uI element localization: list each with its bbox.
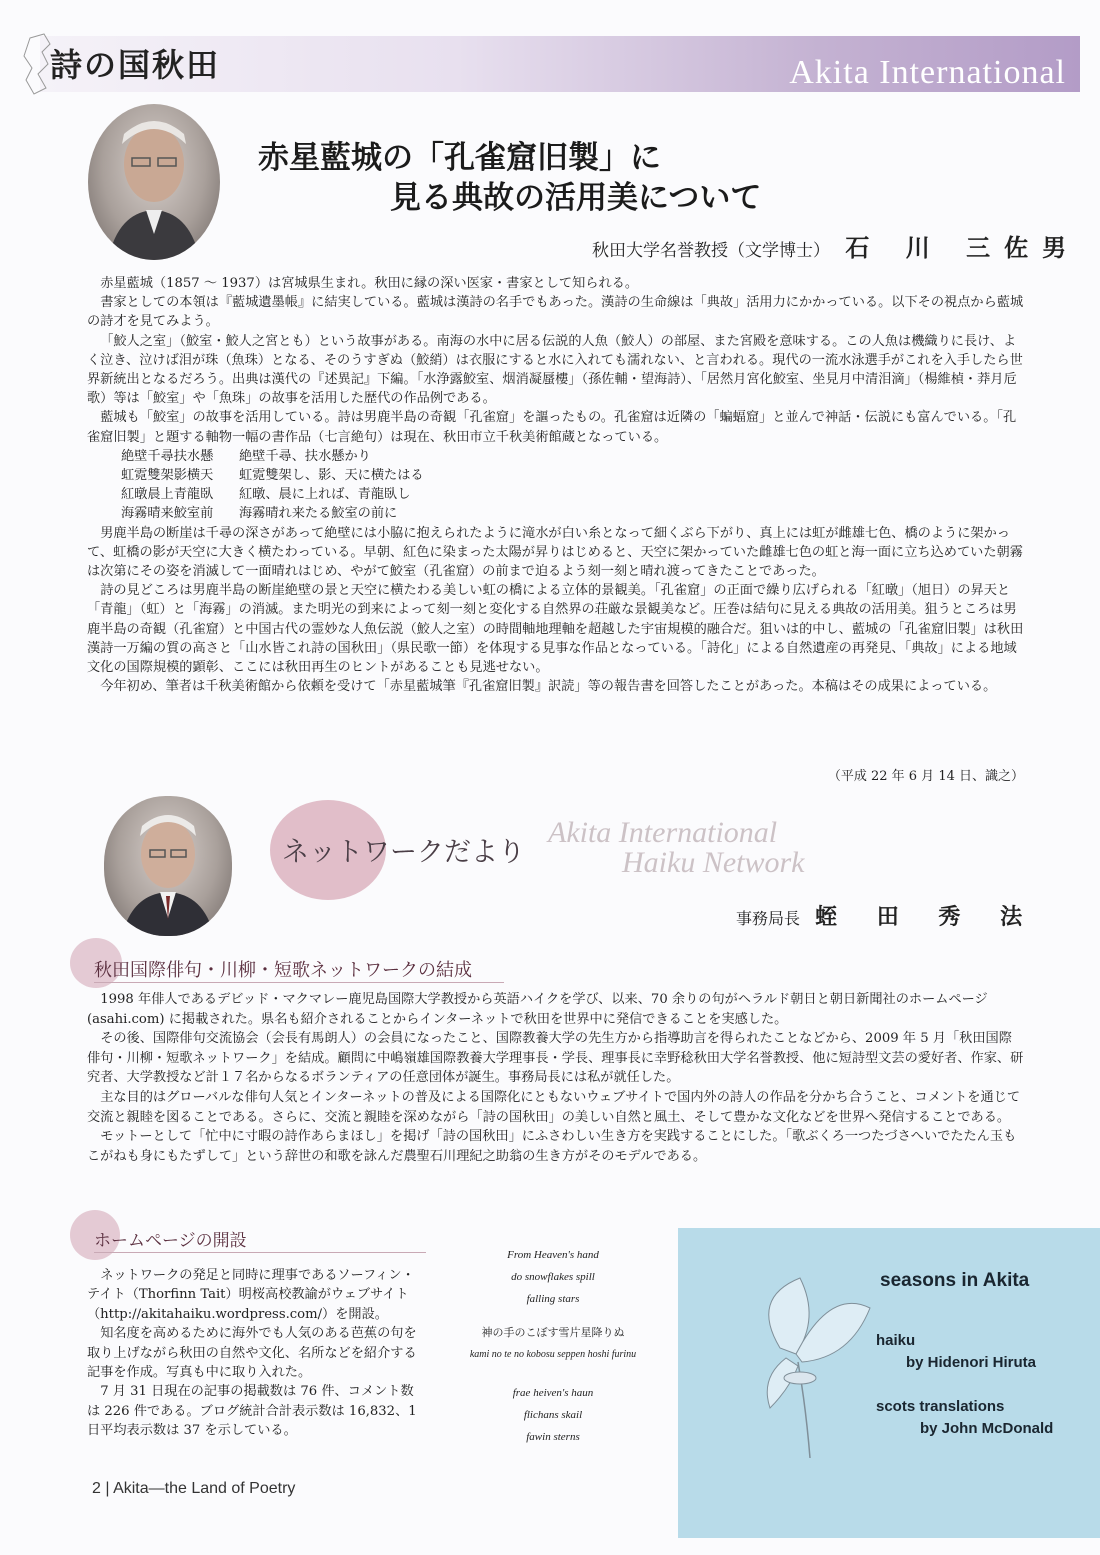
poem-reading: 紅暾、晨に上れば、青龍臥し (239, 487, 411, 503)
author1-name: 石 川 三佐男 (845, 234, 1081, 262)
article1-byline (592, 228, 1080, 263)
flower-icon (740, 1258, 890, 1508)
haiku-scots-line: fawin sterns (526, 1431, 580, 1443)
paragraph: 赤星藍城（1857 ～ 1937）は宮城県生まれ。秋田に縁の深い医家・書家として知られる。 (100, 276, 639, 291)
magazine-logo: 詩の国秋田 (50, 46, 221, 84)
author1-photo (88, 104, 220, 260)
author2-photo (104, 796, 232, 936)
poem-original: 海霧晴来鮫室前 (121, 506, 214, 522)
paragraph: 男鹿半島の断崖は千尋の深さがあって絶壁には小脇に抱えられたように滝水が白い糸となって細くぶら下がり、真上には虹が雌雄七色、橋のように架かって、虹橋の影が天空に大きく横たわっている。早朝、紅色に染まった太陽が昇りはじめると、天空に架かっていた雌雄七色の虹と海一面に立ち込めていた朝霧は次第にその姿を消滅して一面晴れはじめ、やがて鮫室（孔雀窟）の前まで迫るよう刻一刻と晴れ渡ってきたことであった。 (87, 525, 1023, 580)
poem-reading: 虹霓雙架し、影、天に横たはる (239, 468, 424, 484)
article1-title (258, 138, 761, 218)
poem-original: 絶壁千尋扶水懸 (121, 448, 214, 464)
paragraph: 7 月 31 日現在の記事の掲載数は 76 件、コメント数は 226 件である。ブログ統計合計表示数は 16,832、1 日平均表示数は 37 を示している。 (87, 1384, 417, 1439)
portrait-icon (88, 104, 220, 260)
book-translator: by John McDonald (920, 1420, 1054, 1437)
haiku-en-line: From Heaven's hand (507, 1249, 599, 1261)
author1-role: 秋田大学名誉教授（文学博士） (592, 241, 830, 261)
paragraph: モットーとして「忙中に寸暇の詩作あらまほし」を掲げ「詩の国秋田」にふさわしい生き方を実践することにした。「歌ぶくろ一つたづさへいでたたん玉もこがねも身にもたずして」という辞世の和歌を詠んだ農聖石川理紀之助翁の生き方がそのモデルである。 (87, 1129, 1017, 1164)
section-divider (94, 1252, 426, 1253)
paragraph: 今年初め、筆者は千秋美術館から依頼を受けて「赤星藍城筆『孔雀窟旧製』訳読」等の報告書を回答したことがあった。本稿はその成果によっている。 (100, 679, 997, 695)
paragraph: 「鮫人之室」（鮫室・鮫人之宮とも）という故事がある。南海の水中に居る伝説的人魚（鮫人）の部屋、また宮殿を意味する。この人魚は機織りに長け、よく泣き、泣けば泪が珠（魚珠）となる、そのうすぎぬ（鮫綃）は衣服にすると水に入れても濡れない、と言われる。現代の一流水泳選手がこれを入手したら世界新統出となるだろう。出典は漢代の『述異記』下編。「水浄露鮫室、烟消凝蜃樓」（孫佐輔・望海詩）、「居然月宮化鮫室、坐見月中清泪滴」（楊維楨・莽月卮歌）等は「鮫室」や「魚珠」の故事を活用した歴代の作品例である。 (87, 333, 1023, 407)
article1-body (87, 274, 1025, 696)
paragraph: 1998 年俳人であるデビッド・マクマレー鹿児島国際大学教授から英語ハイクを学び、以来、70 余りの句がヘラルド朝日と朝日新聞社のホームページ (asahi.com) に掲載された。県名も紹介されることからインターネットで秋田を世界中に発信できることを実感した。 (87, 992, 988, 1027)
haiku-scots-line: frae heiven's haun (512, 1387, 594, 1399)
article1-title-line2: 見る典故の活用美について (390, 180, 762, 216)
page-footer: 2 | Akita—the Land of Poetry (92, 1480, 296, 1497)
poem-line (121, 485, 1025, 504)
haiku-romaji: kami no te no kobosu seppen hoshi furinu (469, 1349, 637, 1360)
book-translation: scots translations (876, 1398, 1005, 1415)
section1-body (87, 990, 1025, 1166)
paragraph: 書家としての本領は『藍城遺墨帳』に結実している。藍城は漢詩の名手でもあった。漢詩の生命線は「典故」活用力にかかっている。以下その視点から藍城の詩才を見てみよう。 (87, 295, 1024, 330)
portrait-icon (104, 796, 232, 936)
paragraph: 藍城も「鮫室」の故事を活用している。詩は男鹿半島の奇観「孔雀窟」を謳ったもの。孔雀窟は近隣の「蝙蝠窟」と並んで神話・伝説にも富んでいる。「孔雀窟旧製」と題する軸物一幅の書作品（七言絶句）は現在、秋田市立千秋美術館蔵となっている。 (87, 410, 1017, 445)
poem-reading: 海霧晴れ来たる鮫室の前に (239, 506, 398, 522)
paragraph: その後、国際俳句交流協会（会長有馬朗人）の会員になったこと、国際教養大学の先生方から指導助言を得られたことなどから、2009 年 5 月「秋田国際俳句・川柳・短歌ネットワーク」を結成。顧問に中嶋嶺雄国際教養大学理事長・学長、理事長に幸野稔秋田大学名誉教授、他に短詩型文芸の愛好者、作家、研究者、大学教授など計１７名からなるボランティアの任意団体が誕生。事務局長には私が就任した。 (87, 1031, 1024, 1086)
haiku-en-line: falling stars (526, 1293, 580, 1305)
paragraph: 詩の見どころは男鹿半島の断崖絶壁の景と天空に横たわる美しい虹の橋による立体的景観美。「孔雀窟」の正面で繰り広げられる「紅暾」（旭日）の昇天と「青龍」（虹）と「海霧」の消滅。また明光の到来によって刻一刻と変化する自然界の荘厳な景観美など。圧巻は結句に見える典故の活用美。狙うところは男鹿半島の奇観（孔雀窟）と中国古代の霊妙な人魚伝説（鮫人之室）の時間軸地理軸を超越した宇宙規模的融合だ。狙いは的中し、藍城の「孔雀窟旧製」は秋田漢詩一万編の質の高さと「山水皆これ詩の国秋田」（県民歌一節）を体現する見事な作品となっている。「詩化」による自然遺産の再発見、「典故」による地域文化の国際規模的顕彰、ここには秋田再生のヒントがあることも見逃せない。 (87, 583, 1024, 676)
haiku-en-line: do snowflakes spill (511, 1271, 595, 1283)
paragraph: 知名度を高めるために海外でも人気のある芭蕉の句を取り上げながら秋田の自然や文化、名所などを紹介する記事を作成。写真も中に取り入れた。 (87, 1326, 417, 1381)
article2-byline (736, 900, 1038, 931)
haiku-jp: 神の手のこぼす雪片星降りぬ (481, 1326, 625, 1339)
paragraph: ネットワークの発足と同時に理事であるソーフィン・テイト（Thorfinn Tait）明桜高校教諭がウェブサイト（http://akitahaiku.wordpress.com/）を開設。 (87, 1268, 415, 1322)
section2-body (87, 1266, 418, 1441)
poem-original: 虹霓雙架影横天 (121, 468, 214, 484)
poem-original: 紅暾晨上青龍臥 (121, 487, 214, 503)
paragraph: 主な目的はグローバルな俳句人気とインターネットの普及による国際化にともないウェブサイトで国内外の詩人の作品を分かち合うこと、コメントを通じて交流と親睦を図ることである。さらに、交流と親睦を深めながら「詩の国秋田」の美しい自然と風土、そして豊かな文化などを世界へ発信することである。 (87, 1089, 1021, 1125)
article1-date: （平成 22 年 6 月 14 日、識之） (827, 769, 1024, 784)
article2-title: ネットワークだより (282, 837, 525, 868)
article2-english-title (548, 818, 804, 878)
book-title: seasons in Akita (880, 1270, 1030, 1291)
spacer (448, 1310, 658, 1322)
section-divider (94, 982, 504, 983)
header-english-title: Akita International (789, 54, 1066, 91)
article2-english-line2: Haiku Network (622, 846, 805, 879)
poem-line (121, 504, 1025, 523)
article1-title-line1: 赤星藍城の「孔雀窟旧製」に (258, 140, 661, 176)
section1-title: 秋田国際俳句・川柳・短歌ネットワークの結成 (94, 960, 472, 981)
poem-reading: 絶壁千尋、扶水懸かり (239, 448, 371, 464)
author2-role: 事務局長 (736, 909, 801, 928)
book-author: by Hidenori Hiruta (906, 1354, 1037, 1371)
haiku-scots-line: flichans skail (523, 1409, 583, 1421)
haiku-block (448, 1244, 658, 1448)
poem-line (121, 466, 1025, 485)
book-subtitle: haiku (876, 1332, 916, 1349)
spacer (448, 1366, 658, 1382)
section2-title: ホームページの開設 (94, 1231, 247, 1251)
poem-line (121, 447, 1025, 466)
author2-name: 蛭 田 秀 法 (815, 905, 1039, 930)
article2-english-line1: Akita International (548, 816, 778, 849)
